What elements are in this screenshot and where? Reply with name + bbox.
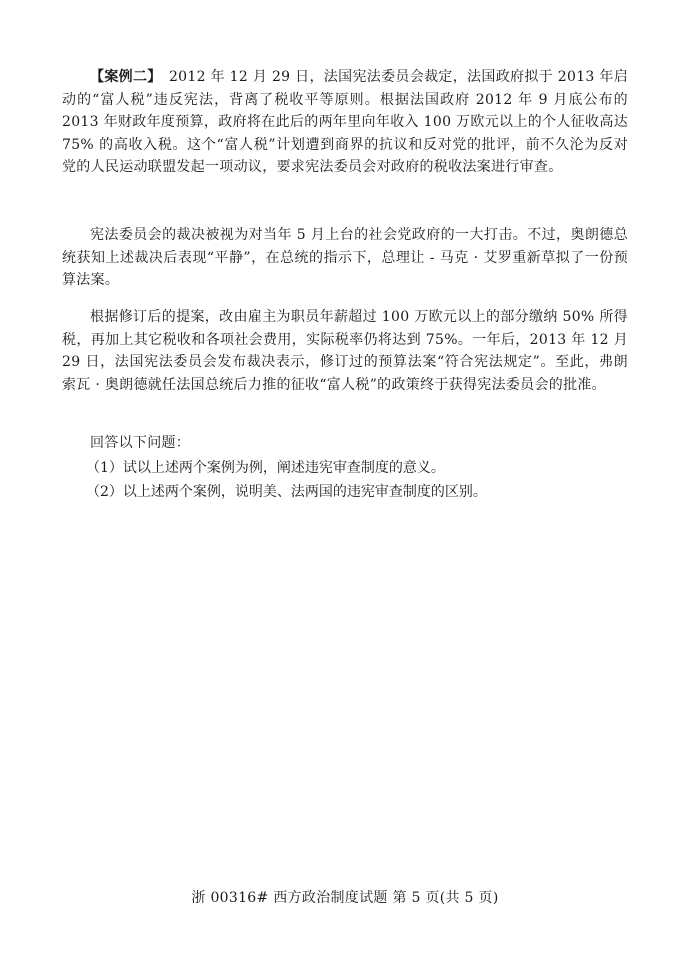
question-item-1: （1）试以上述两个案例为例，阐述违宪审查制度的意义。 (86, 460, 445, 476)
page-footer: 浙 00316# 西方政治制度试题 第 5 页(共 5 页) (191, 890, 499, 906)
case2-paragraph-2: 宪法委员会的裁决被视为对当年 5 月上台的社会党政府的一大打击。不过，奥朗德总统获知上述裁决后表现“平静”，在总统的指示下，总理让 - 马克 · 艾罗重新草拟了一份预算法案。 (62, 227, 628, 288)
case2-paragraph-1-text (62, 66, 628, 179)
question-item-2: （2）以上述两个案例，说明美、法两国的违宪审查制度的区别。 (86, 484, 487, 500)
case2-paragraph-1-body: 2012 年 12 月 29 日，法国宪法委员会裁定，法国政府拟于 2013 年启动的“富人税”违反宪法，背离了税收平等原则。根据法国政府 2012 年 9 月底公布的 2013 年财政年度预算，政府将在此后的两年里向年收入 100 万欧元以上的个人征收高达 75% 的高收入税。这个“富人税”计划遭到商界的抗议和反对党的批评，前不久沦为反对党的人民运动联盟发起一项动议，要求宪法委员会对政府的税收法案进行审查。 (62, 69, 629, 175)
case2-paragraph-1 (62, 66, 628, 179)
questions-intro: 回答以下问题： (90, 435, 191, 451)
case2-paragraph-3: 根据修订后的提案，改由雇主为职员年薪超过 100 万欧元以上的部分缴纳 50% 所得税，再加上其它税收和各项社会费用，实际税率仍将达到 75%。一年后，2013 年 12 月 29 日，法国宪法委员会发布裁决表示，修订过的预算法案“符合宪法规定”。至此，弗朗索瓦 · 奥朗德就任法国总统后力推的征收“富人税”的政策终于获得宪法委员会的批准。 (62, 309, 628, 393)
case2-label: 【案例二】 (90, 69, 155, 85)
